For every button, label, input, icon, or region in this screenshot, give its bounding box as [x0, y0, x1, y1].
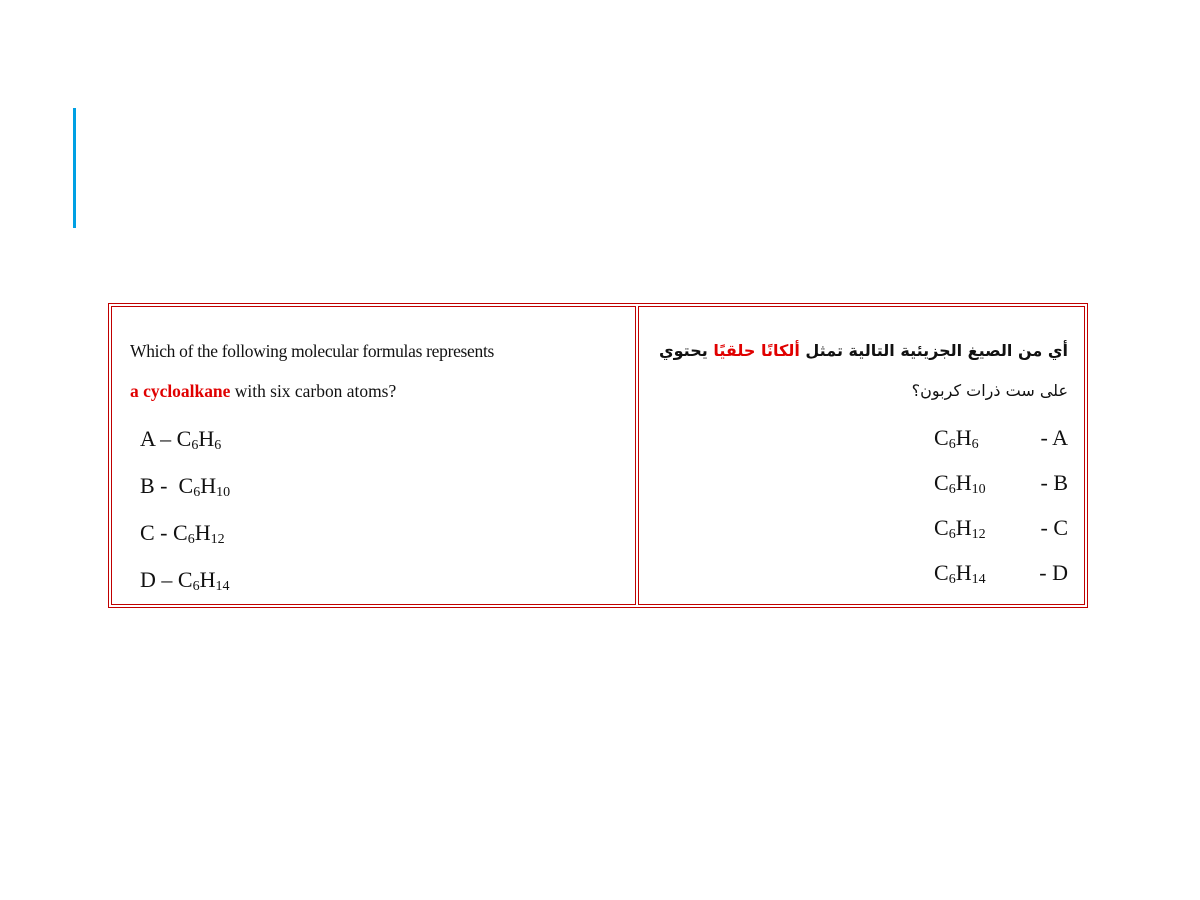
- option-d-ar[interactable]: [655, 550, 1068, 595]
- option-letter: - A: [1040, 425, 1068, 450]
- option-prefix: B - C: [140, 473, 194, 498]
- arabic-question-panel: [638, 306, 1085, 605]
- option-b-en[interactable]: [130, 462, 619, 509]
- option-element: H: [199, 567, 216, 592]
- subscript: 10: [216, 485, 231, 500]
- option-a-ar[interactable]: [655, 415, 1068, 460]
- question-highlight: a cycloalkane: [130, 381, 231, 401]
- option-formula: $C_6H_6$: [934, 425, 979, 452]
- arabic-question-line-1: [655, 331, 1068, 371]
- question-line-1: [130, 331, 604, 371]
- question-text-rest: with six carbon atoms?: [230, 381, 397, 401]
- option-element: H: [194, 520, 211, 545]
- option-letter: - B: [1040, 470, 1068, 495]
- subscript: 6: [187, 532, 195, 547]
- subscript: 12: [210, 532, 225, 547]
- option-letter: - D: [1039, 560, 1068, 585]
- option-letter: - C: [1040, 515, 1068, 540]
- option-formula: $C_6H_{12}$: [934, 515, 986, 542]
- question-box: [108, 303, 1088, 608]
- answer-options-ar: [655, 415, 1068, 595]
- arabic-question-line-2: [655, 371, 1068, 411]
- subscript: 6: [214, 438, 222, 453]
- option-formula: $C_6H_{14}$: [934, 560, 986, 587]
- option-prefix: D – C: [140, 567, 193, 592]
- arabic-question-text-2: على ست ذرات كربون؟: [911, 381, 1068, 400]
- arabic-question-highlight: ألكانًا حلقيًا: [713, 341, 800, 360]
- option-b-ar[interactable]: [655, 460, 1068, 505]
- answer-options-en: [130, 415, 619, 603]
- option-c-ar[interactable]: [655, 505, 1068, 550]
- question-text: Which of the following molecular formulas represents: [130, 341, 495, 361]
- option-element: H: [198, 426, 215, 451]
- option-d-en[interactable]: [130, 556, 619, 603]
- question-line-2: [130, 371, 604, 411]
- option-element: H: [200, 473, 217, 498]
- option-prefix: C - C: [140, 520, 188, 545]
- subscript: 6: [192, 579, 200, 594]
- english-question-panel: [111, 306, 636, 605]
- option-a-en[interactable]: [130, 415, 619, 462]
- arabic-question-text: أي من الصيغ الجزيئية التالية تمثل: [799, 341, 1068, 360]
- option-c-en[interactable]: [130, 509, 619, 556]
- arabic-question-text-end: يحتوي: [658, 341, 714, 360]
- option-prefix: A – C: [140, 426, 192, 451]
- slide-accent-bar: [73, 108, 76, 228]
- option-formula: $C_6H_{10}$: [934, 470, 986, 497]
- subscript: 6: [193, 485, 201, 500]
- subscript: 14: [215, 579, 230, 594]
- subscript: 6: [191, 438, 199, 453]
